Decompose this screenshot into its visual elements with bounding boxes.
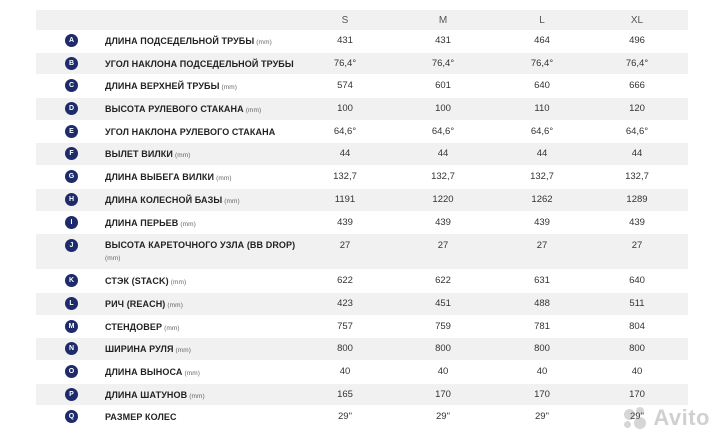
row-badge: J [65, 239, 78, 252]
row-label-text: ВЫСОТА КАРЕТОЧНОГО УЗЛА (BB DROP) [105, 240, 296, 251]
cell-value: 423 [337, 297, 353, 309]
cell-value: 27 [536, 240, 548, 252]
row-label [105, 412, 177, 422]
cell-value: 622 [435, 275, 451, 287]
row-label-text: ШИРИНА РУЛЯ [105, 344, 174, 355]
cell-value: 431 [337, 35, 353, 46]
cell-value: 64,6° [431, 125, 455, 137]
geometry-table [36, 10, 688, 429]
cell-value: 132,7 [530, 171, 554, 183]
table-row [36, 234, 688, 270]
row-unit: (mm) [105, 255, 121, 263]
table-row [36, 166, 688, 189]
row-label-text: ДЛИНА ВЫНОСА [105, 366, 183, 377]
cell-value: 464 [534, 35, 550, 46]
avito-logo-icon [622, 407, 650, 429]
row-unit: (mm) [245, 107, 262, 115]
cell-value: 601 [435, 80, 451, 92]
row-unit: (mm) [184, 369, 201, 377]
cell-value: 781 [534, 320, 550, 332]
cell-value: 631 [534, 275, 550, 287]
table-row [36, 75, 688, 98]
row-label [105, 36, 272, 46]
table-row [36, 384, 688, 407]
cell-value: 622 [337, 275, 353, 287]
row-unit: (mm) [224, 197, 240, 205]
size-header-s: S [341, 15, 349, 26]
row-label-text: СТЭК (STACK) [105, 276, 169, 287]
row-label [105, 299, 183, 309]
row-label [105, 127, 275, 137]
size-header-xl: XL [630, 15, 644, 26]
avito-watermark-text: Avito [653, 405, 710, 430]
cell-value: 439 [534, 216, 550, 228]
cell-value: 1289 [626, 193, 648, 205]
cell-value: 666 [629, 80, 645, 92]
cell-value: 64,6° [530, 125, 554, 137]
cell-value: 27 [631, 240, 643, 252]
row-unit: (mm) [221, 84, 238, 92]
row-badge: M [65, 320, 78, 333]
cell-value: 40 [631, 365, 643, 377]
row-unit: (mm) [170, 279, 187, 287]
row-label-text: РИЧ (REACH) [105, 298, 166, 309]
cell-value: 170 [435, 388, 451, 400]
row-label [105, 276, 186, 286]
row-badge: L [65, 297, 78, 310]
cell-value: 1191 [334, 193, 356, 205]
table-row [36, 121, 688, 144]
cell-value: 439 [337, 216, 353, 228]
row-badge: O [65, 365, 78, 378]
cell-value: 76,4° [431, 57, 455, 69]
row-badge: I [65, 216, 78, 229]
table-row [36, 143, 688, 166]
row-label-text: ДЛИНА ШАТУНОВ [105, 389, 188, 400]
row-label-text: ДЛИНА ПОДСЕДЕЛЬНОЙ ТРУБЫ [105, 36, 255, 46]
cell-value: 40 [536, 365, 548, 377]
row-label [105, 104, 261, 114]
row-badge: E [65, 125, 78, 138]
cell-value: 439 [435, 216, 451, 228]
table-row [36, 98, 688, 121]
avito-watermark [622, 405, 710, 431]
row-label-text: ДЛИНА ПЕРЬЕВ [105, 217, 179, 228]
row-label [105, 390, 205, 400]
cell-value: 29" [535, 411, 549, 423]
cell-value: 44 [631, 148, 643, 160]
cell-value: 170 [534, 388, 550, 400]
row-label [105, 81, 237, 91]
cell-value: 120 [629, 103, 645, 115]
row-label-text: УГОЛ НАКЛОНА ПОДСЕДЕЛЬНОЙ ТРУБЫ [105, 58, 294, 69]
row-label [105, 367, 200, 377]
size-header-m: M [438, 15, 448, 26]
row-unit: (mm) [164, 324, 180, 332]
cell-value: 27 [339, 240, 351, 252]
row-badge: G [65, 170, 78, 183]
row-badge: C [65, 79, 78, 92]
row-label [105, 195, 240, 205]
row-label-text: УГОЛ НАКЛОНА РУЛЕВОГО СТАКАНА [105, 126, 276, 137]
row-badge: B [65, 57, 78, 70]
row-label [105, 218, 196, 228]
cell-value: 64,6° [333, 125, 357, 137]
row-label-text: ДЛИНА ВЕРХНЕЙ ТРУБЫ [105, 81, 220, 92]
cell-value: 800 [629, 343, 645, 355]
cell-value: 29" [630, 411, 644, 423]
cell-value: 640 [534, 80, 550, 92]
row-label [105, 59, 294, 69]
cell-value: 804 [629, 320, 645, 332]
row-label-text: РАЗМЕР КОЛЕС [105, 412, 177, 423]
cell-value: 76,4° [333, 57, 357, 69]
size-header-l: L [539, 15, 545, 26]
row-unit: (mm) [256, 39, 272, 46]
cell-value: 76,4° [530, 57, 554, 69]
row-label-text: СТЕНДОВЕР [105, 321, 163, 332]
row-unit: (mm) [175, 347, 192, 355]
cell-value: 40 [339, 365, 351, 377]
cell-value: 431 [435, 35, 451, 46]
table-row [36, 406, 688, 429]
row-unit: (mm) [216, 175, 232, 183]
cell-value: 44 [437, 148, 449, 160]
cell-value: 27 [437, 240, 449, 252]
table-row [36, 270, 688, 293]
table-row [36, 338, 688, 361]
cell-value: 496 [629, 35, 645, 46]
cell-value: 800 [534, 343, 550, 355]
cell-value: 488 [534, 297, 550, 309]
cell-value: 132,7 [333, 171, 357, 183]
cell-value: 100 [435, 103, 451, 115]
cell-value: 170 [629, 388, 645, 400]
cell-value: 511 [629, 297, 645, 309]
cell-value: 800 [337, 343, 353, 355]
row-label-text: ДЛИНА КОЛЕСНОЙ БАЗЫ [105, 194, 223, 205]
cell-value: 44 [536, 148, 548, 160]
cell-value: 165 [337, 388, 353, 400]
row-badge: Q [65, 410, 78, 423]
cell-value: 64,6° [625, 125, 649, 137]
cell-value: 29" [338, 411, 352, 423]
row-badge: N [65, 342, 78, 355]
cell-value: 757 [337, 320, 353, 332]
table-row [36, 316, 688, 339]
row-badge: K [65, 274, 78, 287]
row-badge: H [65, 193, 78, 206]
row-unit: (mm) [167, 301, 183, 309]
table-row [36, 30, 688, 53]
row-unit: (mm) [174, 152, 191, 160]
table-row [36, 212, 688, 235]
cell-value: 574 [337, 80, 353, 92]
cell-value: 1220 [432, 193, 454, 205]
row-label [105, 172, 232, 182]
row-badge: P [65, 388, 78, 401]
cell-value: 40 [437, 365, 449, 377]
cell-value: 800 [435, 343, 451, 355]
row-badge: A [65, 34, 78, 47]
row-label [105, 149, 191, 159]
cell-value: 451 [435, 297, 451, 309]
cell-value: 44 [339, 148, 351, 160]
row-badge: F [65, 147, 78, 160]
cell-value: 100 [337, 103, 353, 115]
table-header [36, 10, 688, 30]
row-label [105, 240, 295, 262]
row-label-text: ВЫСОТА РУЛЕВОГО СТАКАНА [105, 104, 244, 115]
row-label-text: ВЫЛЕТ ВИЛКИ [105, 149, 173, 160]
cell-value: 110 [534, 103, 550, 115]
cell-value: 132,7 [625, 171, 649, 183]
cell-value: 640 [629, 275, 645, 287]
row-label [105, 322, 180, 332]
cell-value: 132,7 [431, 171, 455, 183]
table-row [36, 361, 688, 384]
cell-value: 439 [629, 216, 645, 228]
cell-value: 76,4° [625, 57, 649, 69]
cell-value: 759 [435, 320, 451, 332]
table-row [36, 53, 688, 76]
row-label-text: ДЛИНА ВЫБЕГА ВИЛКИ [105, 172, 215, 183]
cell-value: 29" [436, 411, 450, 423]
cell-value: 1262 [531, 193, 553, 205]
row-badge: D [65, 102, 78, 115]
table-row [36, 189, 688, 212]
row-unit: (mm) [180, 220, 196, 228]
row-unit: (mm) [189, 392, 205, 400]
table-row [36, 293, 688, 316]
row-label [105, 344, 191, 354]
